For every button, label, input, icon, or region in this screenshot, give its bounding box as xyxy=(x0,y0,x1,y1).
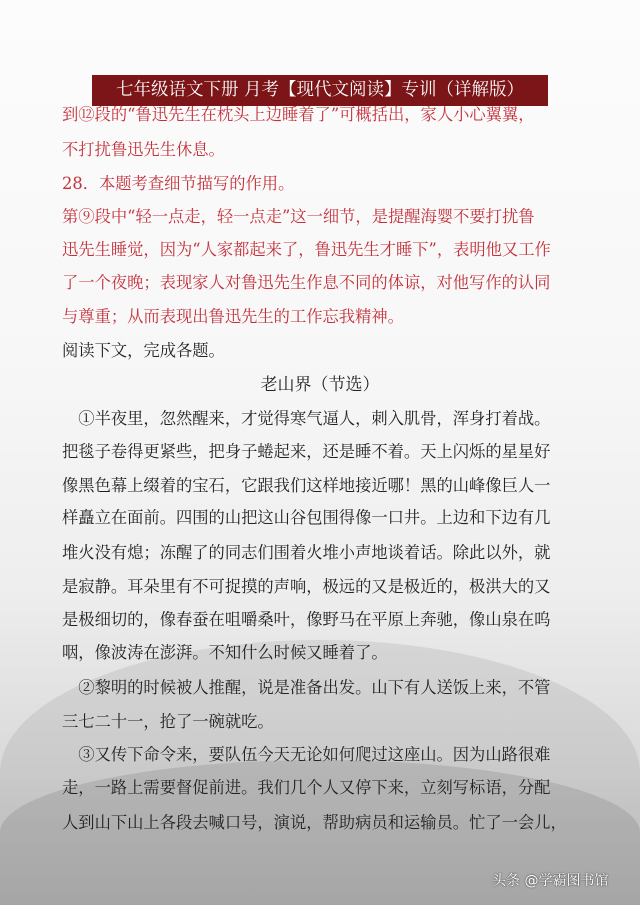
article-line: ③又传下命令来，要队伍今天无论如何爬过这座山。因为山路很难 xyxy=(62,745,551,764)
watermark: 头条 @学霸图书馆 xyxy=(492,873,609,889)
instruction: 阅读下文，完成各题。 xyxy=(62,341,225,360)
article-line: 像黑色幕上缀着的宝石，它跟我们这样地接近哪！黑的山峰像巨人一 xyxy=(62,476,551,495)
article-line: 三七二十一，抢了一碗就吃。 xyxy=(62,712,274,731)
article-line: 堆火没有熄；冻醒了的同志们围着火堆小声地谈着话。除此以外，就 xyxy=(62,543,551,562)
answer-line: 第⑨段中“轻一点走，轻一点走”这一细节，是提醒海婴不要打扰鲁 xyxy=(62,207,535,226)
page-title: 七年级语文下册 月考【现代文阅读】专训（详解版） xyxy=(92,75,548,106)
answer-line: 不打扰鲁迅先生休息。 xyxy=(62,140,225,159)
article-line: ②黎明的时候被人推醒，说是准备出发。山下有人送饭上来，不管 xyxy=(62,678,551,697)
answer-line: 28．本题考查细节描写的作用。 xyxy=(62,174,295,193)
article-line: 是极细切的，像春蚕在咀嚼桑叶，像野马在平原上奔驰，像山泉在呜 xyxy=(62,610,551,629)
article-line: 人到山下山上各段去喊口号，演说，帮助病员和运输员。忙了一会儿， xyxy=(62,813,567,832)
answer-line: 与尊重；从而表现出鲁迅先生的工作忘我精神。 xyxy=(62,307,404,326)
article-line: 是寂静。耳朵里有不可捉摸的声响，极远的又是极近的，极洪大的又 xyxy=(62,577,551,596)
article-line: 咽，像波涛在澎湃。不知什么时候又睡着了。 xyxy=(62,643,388,662)
answer-line: 迅先生睡觉，因为“人家都起来了，鲁迅先生才睡下”，表明他又工作 xyxy=(62,240,551,259)
article-line: ①半夜里，忽然醒来，才觉得寒气逼人，刺入肌骨，浑身打着战。 xyxy=(62,409,551,428)
article-line: 样矗立在面前。四围的山把这山谷包围得像一口井。上边和下边有几 xyxy=(62,508,551,527)
answer-line: 到⑫段的“鲁迅先生在枕头上边睡着了”可概括出，家人小心翼翼， xyxy=(62,105,535,124)
article-title: 老山界（节选） xyxy=(260,375,380,395)
article-line: 走，一路上需要督促前进。我们几个人又停下来，立刻写标语，分配 xyxy=(62,778,551,797)
article-line: 把毯子卷得更紧些，把身子蜷起来，还是睡不着。天上闪烁的星星好 xyxy=(62,442,551,461)
answer-line: 了一个夜晚；表现家人对鲁迅先生作息不同的体谅，对他写作的认同 xyxy=(62,273,551,292)
